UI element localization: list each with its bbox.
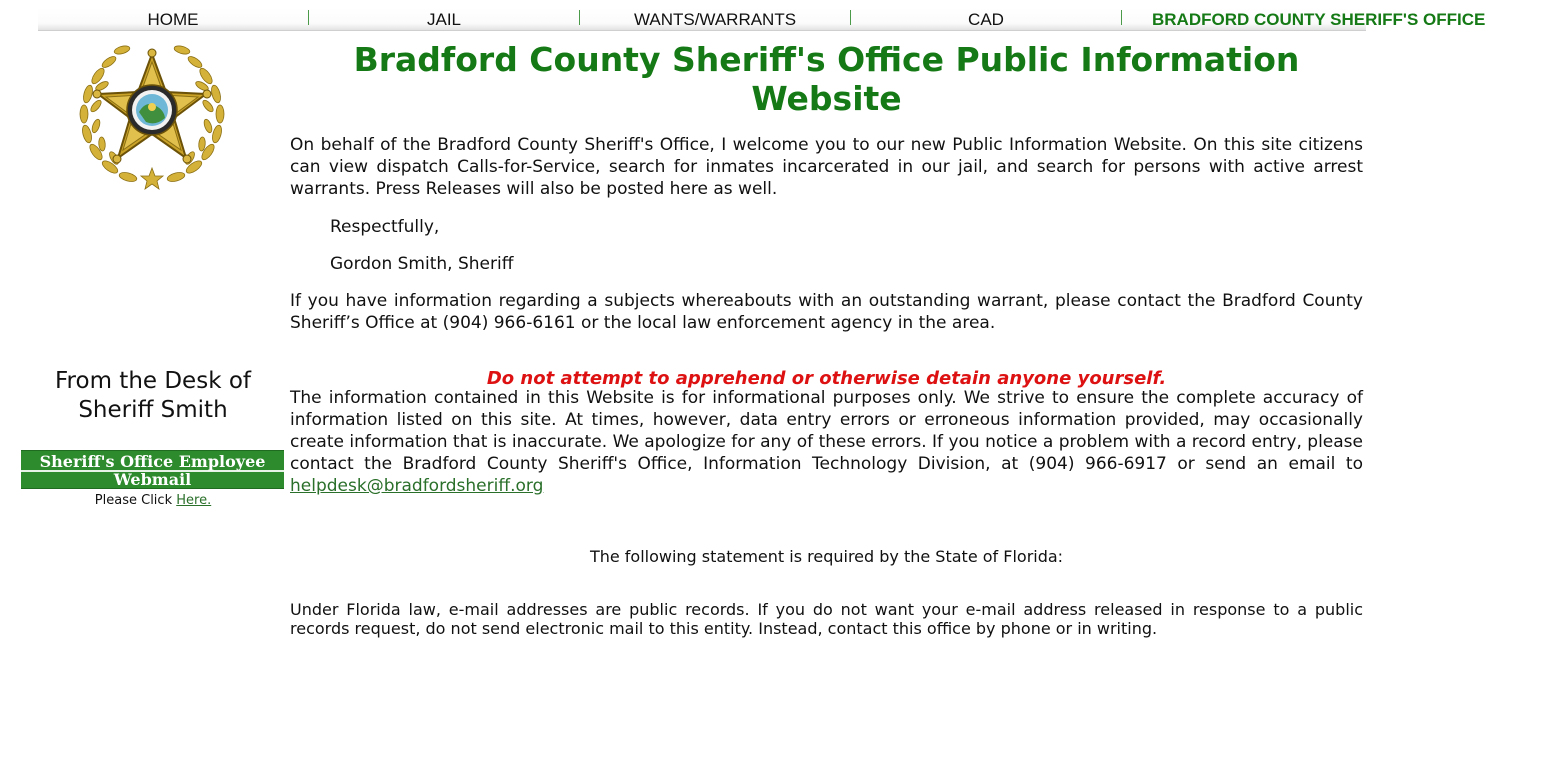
nav-cad[interactable]: CAD <box>968 10 1004 29</box>
disclaimer-text: The information contained in this Website is for informational purposes only. We strive to ensure the complete accuracy of information listed on this site. At times, however, data entry errors or erroneous information provided, may occasionally create information that is inaccurate. We apologize for any of these errors. If you notice a problem with a record entry, please contact the Bradford County Sheriff's Office, Information Technology Division, at (904) 966-6917 or send an email to <box>290 388 1363 474</box>
please-click-text <box>22 493 284 508</box>
warning-notice: Do not attempt to apprehend or otherwise detain anyone yourself. <box>486 368 1167 389</box>
employee-webmail-button[interactable] <box>21 450 284 489</box>
disclaimer-paragraph <box>290 387 1363 497</box>
page-title: Bradford County Sheriff's Office Public Information Website <box>353 40 1300 118</box>
from-the-desk-link[interactable]: From the Desk of Sheriff Smith <box>55 368 251 423</box>
nav-brand-title[interactable]: BRADFORD COUNTY SHERIFF'S OFFICE <box>1152 10 1486 29</box>
webmail-button-label: Sheriff's Office Employee Webmail <box>39 452 266 489</box>
nav-jail[interactable]: JAIL <box>426 10 462 29</box>
nav-separator <box>1121 10 1122 25</box>
florida-law-statement: Under Florida law, e-mail addresses are public records. If you do not want your e-mail address released in response to a public records request, do not send electronic mail to this entity. Instead, contact this office by phone or in writing. <box>290 600 1363 638</box>
warrant-info-paragraph: If you have information regarding a subjects whereabouts with an outstanding warrant, please contact the Bradford County Sheriff’s Office at (904) 966-6161 or the local law enforcement agency in the area. <box>290 291 1363 333</box>
sheriff-star-badge-icon <box>76 40 228 192</box>
please-click-prefix: Please Click <box>94 493 177 508</box>
closing-text: Respectfully, <box>330 217 440 237</box>
intro-paragraph: On behalf of the Bradford County Sheriff's Office, I welcome you to our new Public Information Website. On this site citizens can view dispatch Calls-for-Service, search for inmates incarcerated in our jail, and search for persons with active arrest warrants. Press Releases will also be posted here as well. <box>290 135 1363 199</box>
top-navigation <box>38 8 1486 31</box>
nav-home[interactable]: HOME <box>147 10 199 29</box>
main-content <box>290 40 1363 638</box>
nav-wants-warrants[interactable]: WANTS/WARRANTS <box>633 10 797 29</box>
sheriff-signature: Gordon Smith, Sheriff <box>330 254 514 274</box>
statement-intro: The following statement is required by the State of Florida: <box>589 547 1064 566</box>
webmail-here-link[interactable]: Here. <box>176 493 212 508</box>
helpdesk-email-link[interactable]: helpdesk@bradfordsheriff.org <box>290 476 544 496</box>
